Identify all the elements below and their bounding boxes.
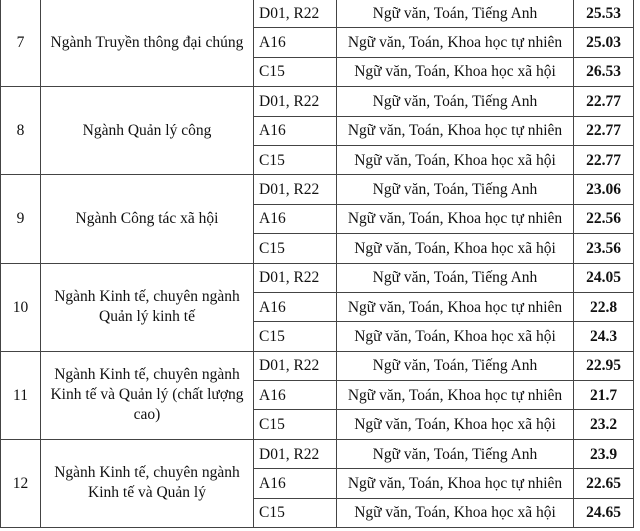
- cutoff-score: 22.56: [574, 204, 634, 233]
- subject-combination: Ngữ văn, Toán, Khoa học xã hội: [337, 322, 574, 351]
- subject-combination-code: D01, R22: [254, 439, 337, 468]
- subject-combination: Ngữ văn, Toán, Khoa học tự nhiên: [337, 116, 574, 145]
- subject-combination-code: C15: [254, 57, 337, 86]
- subject-combination-code: D01, R22: [254, 0, 337, 28]
- subject-combination: Ngữ văn, Toán, Khoa học tự nhiên: [337, 381, 574, 410]
- subject-combination: Ngữ văn, Toán, Khoa học tự nhiên: [337, 292, 574, 321]
- subject-combination-code: A16: [254, 469, 337, 498]
- table-row: [1, 351, 634, 380]
- cutoff-score: 22.77: [574, 116, 634, 145]
- subject-combination: Ngữ văn, Toán, Khoa học xã hội: [337, 145, 574, 174]
- major-number: 7: [1, 0, 41, 87]
- major-number: 10: [1, 263, 41, 351]
- major-number: 12: [1, 439, 41, 527]
- subject-combination-code: A16: [254, 204, 337, 233]
- subject-combination: Ngữ văn, Toán, Khoa học tự nhiên: [337, 204, 574, 233]
- cutoff-score: 24.65: [574, 498, 634, 527]
- subject-combination: Ngữ văn, Toán, Tiếng Anh: [337, 175, 574, 204]
- subject-combination-code: A16: [254, 28, 337, 57]
- table-row: [1, 175, 634, 204]
- subject-combination: Ngữ văn, Toán, Tiếng Anh: [337, 439, 574, 468]
- subject-combination: Ngữ văn, Toán, Khoa học xã hội: [337, 410, 574, 439]
- subject-combination: Ngữ văn, Toán, Khoa học xã hội: [337, 498, 574, 527]
- table-row: [1, 439, 634, 468]
- subject-combination: Ngữ văn, Toán, Tiếng Anh: [337, 0, 574, 28]
- subject-combination-code: C15: [254, 234, 337, 263]
- subject-combination-code: C15: [254, 410, 337, 439]
- major-name: Ngành Kinh tế, chuyên ngành Quản lý kinh tế: [41, 263, 254, 351]
- subject-combination-code: C15: [254, 498, 337, 527]
- subject-combination-code: C15: [254, 322, 337, 351]
- subject-combination: Ngữ văn, Toán, Khoa học tự nhiên: [337, 28, 574, 57]
- subject-combination-code: C15: [254, 145, 337, 174]
- subject-combination: Ngữ văn, Toán, Tiếng Anh: [337, 263, 574, 292]
- subject-combination: Ngữ văn, Toán, Tiếng Anh: [337, 87, 574, 116]
- subject-combination-code: A16: [254, 292, 337, 321]
- cutoff-score: 21.7: [574, 381, 634, 410]
- major-name: Ngành Kinh tế, chuyên ngành Kinh tế và Quản lý (chất lượng cao): [41, 351, 254, 439]
- subject-combination: Ngữ văn, Toán, Khoa học tự nhiên: [337, 469, 574, 498]
- major-name: Ngành Công tác xã hội: [41, 175, 254, 263]
- cutoff-score: 22.95: [574, 351, 634, 380]
- table-row: [1, 0, 634, 28]
- major-number: 11: [1, 351, 41, 439]
- subject-combination: Ngữ văn, Toán, Khoa học xã hội: [337, 57, 574, 86]
- cutoff-score: 23.06: [574, 175, 634, 204]
- cutoff-score: 22.77: [574, 87, 634, 116]
- cutoff-score: 22.65: [574, 469, 634, 498]
- cutoff-score: 24.05: [574, 263, 634, 292]
- cutoff-score: 22.8: [574, 292, 634, 321]
- subject-combination-code: A16: [254, 116, 337, 145]
- major-name: Ngành Kinh tế, chuyên ngành Kinh tế và Quản lý: [41, 439, 254, 527]
- cutoff-score: 25.03: [574, 28, 634, 57]
- major-number: 8: [1, 87, 41, 175]
- cutoff-score: 25.53: [574, 0, 634, 28]
- subject-combination-code: D01, R22: [254, 351, 337, 380]
- cutoff-score: 26.53: [574, 57, 634, 86]
- subject-combination-code: D01, R22: [254, 263, 337, 292]
- cutoff-score: 23.9: [574, 439, 634, 468]
- table-row: [1, 87, 634, 116]
- subject-combination-code: A16: [254, 381, 337, 410]
- major-number: 9: [1, 175, 41, 263]
- cutoff-score: 24.3: [574, 322, 634, 351]
- table-body: [1, 0, 634, 528]
- table-row: [1, 263, 634, 292]
- subject-combination-code: D01, R22: [254, 175, 337, 204]
- cutoff-score: 23.2: [574, 410, 634, 439]
- cutoff-score: 22.77: [574, 145, 634, 174]
- subject-combination-code: D01, R22: [254, 87, 337, 116]
- subject-combination: Ngữ văn, Toán, Tiếng Anh: [337, 351, 574, 380]
- subject-combination: Ngữ văn, Toán, Khoa học xã hội: [337, 234, 574, 263]
- major-name: Ngành Truyền thông đại chúng: [41, 0, 254, 87]
- cutoff-score: 23.56: [574, 234, 634, 263]
- major-name: Ngành Quản lý công: [41, 87, 254, 175]
